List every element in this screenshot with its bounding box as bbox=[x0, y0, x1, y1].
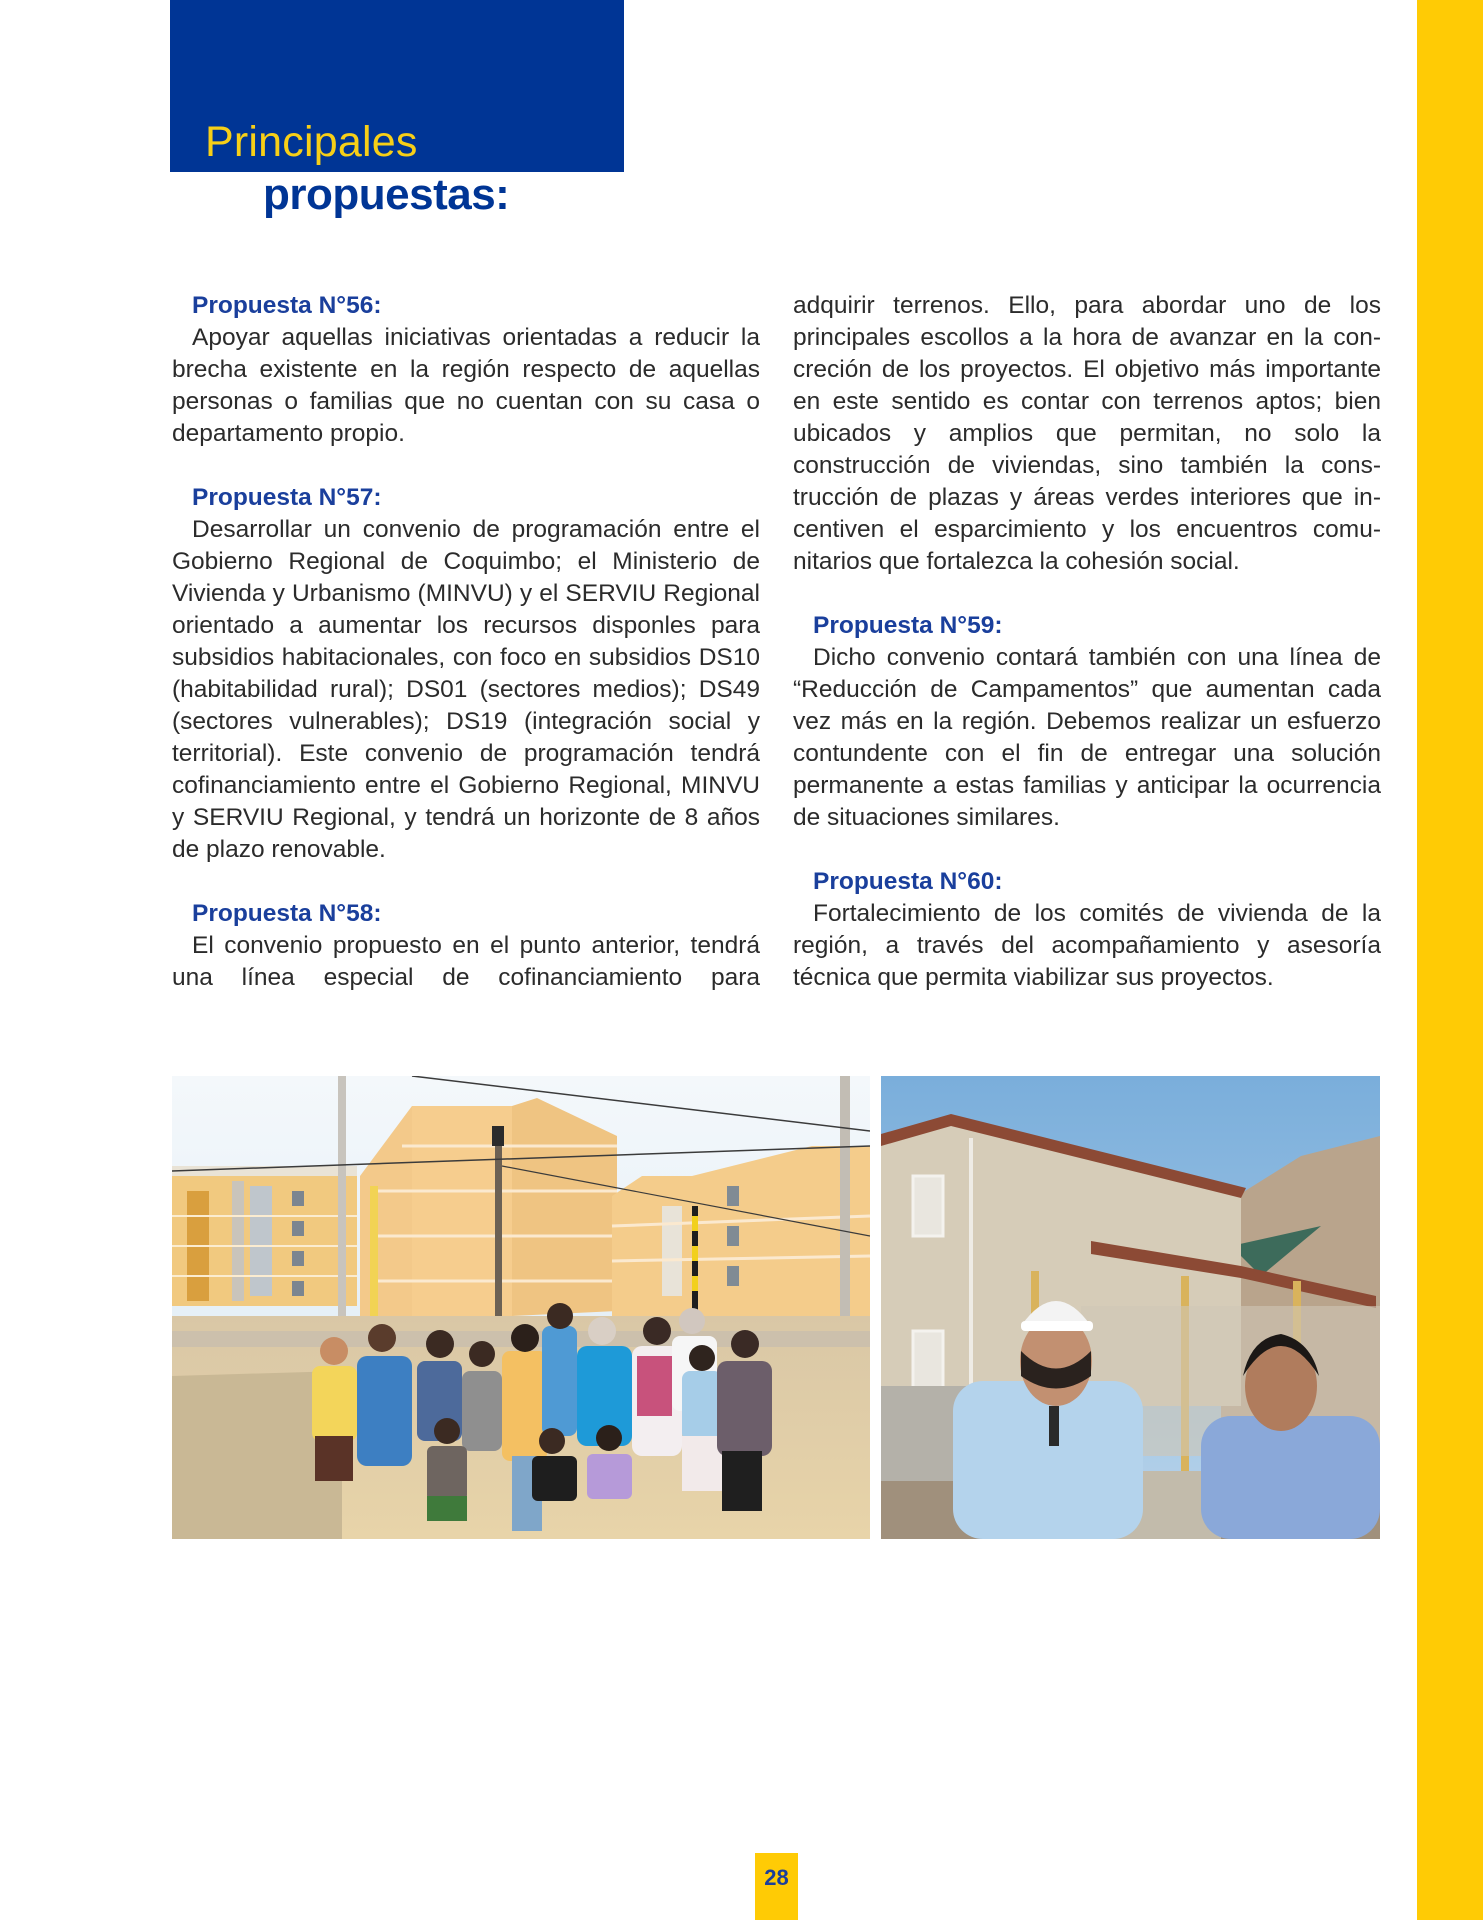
proposal-60 bbox=[793, 866, 1381, 994]
page-number-tab bbox=[755, 1853, 798, 1920]
text-column-right bbox=[793, 290, 1381, 1026]
proposal-58-continued bbox=[793, 290, 1381, 578]
proposal-56 bbox=[172, 290, 760, 450]
yellow-side-bar bbox=[1417, 0, 1483, 1920]
text-column-left bbox=[172, 290, 760, 1026]
photo-illustration bbox=[881, 1076, 1380, 1539]
proposal-title: Propuesta N°58: bbox=[192, 900, 382, 927]
photo-families-apartments bbox=[172, 1076, 870, 1539]
proposal-body: adquirir terrenos. Ello, para abordar uno de los principales escollos a la hora de avanzar en la concreción de los proyectos. El objetivo más importante en este sentido es contar con terrenos aptos; bien ubicados y amplios que permitan, no solo la construcción de viviendas, sino también la construcción de plazas y áreas verdes interiores que incentiven el esparcimiento y los encuentros comunitarios que fortalezca la cohesión social. bbox=[793, 292, 1381, 575]
proposal-body: El convenio propuesto en el punto anterior, tendrá una línea especial de cofinanciamiento para bbox=[172, 932, 760, 991]
page-title-line1: Principales bbox=[205, 118, 418, 166]
page-title-line2: propuestas: bbox=[263, 170, 510, 219]
proposal-title: Propuesta N°56: bbox=[192, 292, 382, 319]
proposal-title: Propuesta N°59: bbox=[813, 612, 1003, 639]
page-number: 28 bbox=[764, 1865, 789, 1890]
proposal-body: Desarrollar un convenio de programación entre el Gobierno Regional de Coquimbo; el Ministerio de Vivienda y Urbanismo (MINVU) y el SERVIU Regional orientado a aumentar los recursos disponles para subsidios habitacionales, con foco en subsidios DS10 (habitabilidad rural); DS01 (sectores medios); DS49 (sectores vulnerables); DS19 (integración social y territorial). Este convenio de programación tendrá cofinanciamiento entre el Gobierno Regional, MINVU y SERVIU Regional, y tendrá un horizonte de 8 años de plazo renovable. bbox=[172, 516, 760, 863]
proposal-title: Propuesta N°60: bbox=[813, 868, 1003, 895]
proposal-body: Fortalecimiento de los comités de vivienda de la región, a través del acompañamiento y asesoría técnica que permita viabilizar sus proyectos. bbox=[793, 900, 1381, 991]
proposal-body: Apoyar aquellas iniciativas orientadas a reducir la brecha existente en la región respecto de aquellas personas o familias que no cuentan con su casa o departamento propio. bbox=[172, 324, 760, 447]
proposal-body: Dicho convenio contará también con una línea de “Reducción de Campamentos” que aumentan cada vez más en la región. Debemos realizar un esfuerzo contundente con el fin de entregar una solución permanente a estas familias y anticipar la ocurrencia de situaciones similares. bbox=[793, 644, 1381, 831]
proposal-59 bbox=[793, 610, 1381, 834]
proposal-title: Propuesta N°57: bbox=[192, 484, 382, 511]
proposal-58 bbox=[172, 898, 760, 994]
photo-illustration bbox=[172, 1076, 870, 1539]
proposal-57 bbox=[172, 482, 760, 866]
photo-construction-site bbox=[881, 1076, 1380, 1539]
